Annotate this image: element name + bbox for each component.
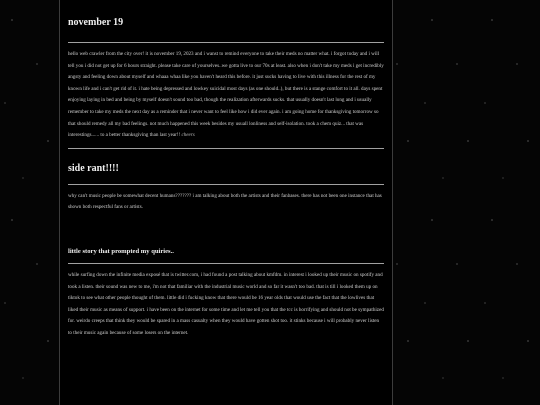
post-body-nov19-text: hello web crawler from the city over! it is november 19, 2023 and i wanst to remind everyone to take their meds no matter what. i forgot today and i will tell you i did not get up for 6 hours straight. please take care of yourselves..we gotta live to our 70s at least. also when i don't take my meds i get incredibly angsty and feeling down about myself and whaaa whaa like you haven't heard this before. it just sucks having to live with this illness for the rest of my known life and i can't get rid of it. i hate being depressed and lowkey suicidal most days (as one should..), but there is a stange comfort to it all. days spent enjoying laying in bed and being by myself doesn't sound too bad, though the realization afterwards sucks. that usually doesn't last long and i usually remember to take my meds the next day as a reminder that i never want to feel like how i did ever again. i am going home for thanksgiving tomorrow so that should remedy all my bad feelings. not much happened this week besides my usuall lonliness and self-isolation. took a chem quiz... that was interestings...... to a better thanksgiving than last year!!	[68, 51, 384, 139]
post-divider	[68, 148, 384, 149]
title-divider	[68, 42, 384, 43]
post-body-story: while surfing down the infinite media exposé that is twitter.com, i had found a post talking about kmfdm. in interest i looked up their music on spotify and took a listen. their sound was new to me, i'm not that familiar with the industrial music world and so far it wasn't too bad. that is till i looked them up on tiktok to see what other people thought of them. little did i fucking know that there would be 16 year olds that would use the fact that the lowlives that liked their music as means of support. i have been on the internet for some time and let me tell you that the tcc is horrifying and should not be sympathized for. weirdo creeps that think they would be spared in a mass casualty when they would have gotten shot too. it stinks because i will probably never listen to their music again because of some losers on the internet.	[68, 271, 384, 336]
story-divider	[68, 263, 384, 264]
rant-divider	[68, 184, 384, 185]
post-subtitle-story: little story that prompted my quiries..	[68, 247, 174, 255]
post-body-rant: why can't music people be somewhat decent humans??????? i am talking about both the artists and their fanbases. there has not been one instance that has shown both respectful fans or artists.	[68, 192, 382, 211]
post-title-rant: side rant!!!!	[68, 162, 119, 174]
post-signoff: cheers	[181, 132, 195, 139]
post-body-nov19	[68, 49, 384, 142]
blog-page	[59, 0, 393, 405]
post-title-nov19: november 19	[68, 17, 124, 28]
blog-content	[60, 17, 392, 340]
